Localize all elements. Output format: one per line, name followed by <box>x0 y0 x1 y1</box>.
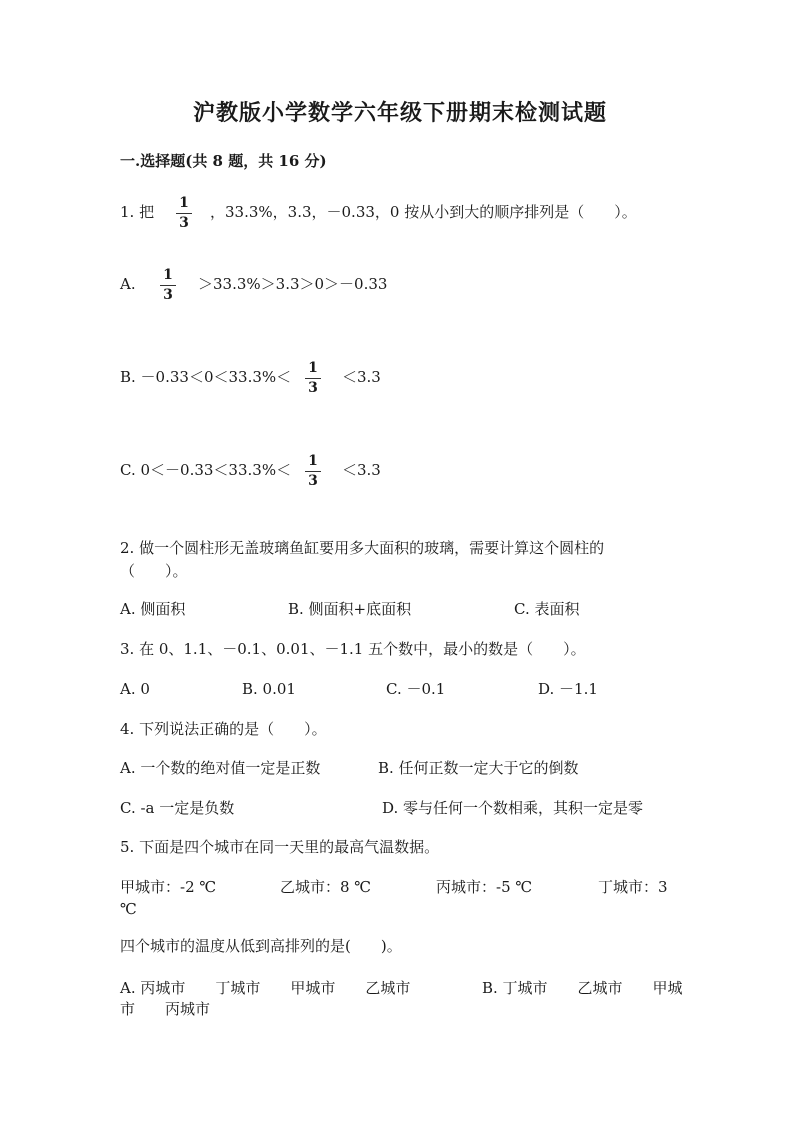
q2-option-b: B. 侧面积+底面积 <box>288 600 412 618</box>
fraction-bar <box>176 213 192 214</box>
q1-option-b-post: ＜3.3 <box>342 368 381 386</box>
fraction-denominator: 3 <box>179 215 189 231</box>
q1-option-c-pre: C. 0＜－0.33＜33.3%＜ <box>120 461 292 479</box>
q1-option-a-label: A. <box>120 275 136 293</box>
fraction-bar <box>305 378 321 379</box>
fraction-denominator: 3 <box>308 473 318 489</box>
q1-option-b-pre: B. －0.33＜0＜33.3%＜ <box>120 368 292 386</box>
q1-option-a-fraction <box>160 268 176 303</box>
fraction-numerator: 1 <box>163 267 173 283</box>
fraction-numerator: 1 <box>179 195 189 211</box>
fraction-numerator: 1 <box>308 453 318 469</box>
fraction-denominator: 3 <box>308 380 318 396</box>
q3-option-b: B. 0.01 <box>242 680 296 698</box>
q1-fraction <box>176 196 192 231</box>
q4-text: 4. 下列说法正确的是（ ）。 <box>120 720 327 738</box>
q2-option-a: A. 侧面积 <box>120 600 186 618</box>
q5-city-bing: 丙城市：-5 ℃ <box>436 878 533 896</box>
fraction-bar <box>160 285 176 286</box>
q2-text-line1: 2. 做一个圆柱形无盖玻璃鱼缸要用多大面积的玻璃，需要计算这个圆柱的 <box>120 539 605 557</box>
section-heading: 一.选择题(共 8 题，共 16 分) <box>120 152 327 170</box>
q3-option-d: D. －1.1 <box>538 680 598 698</box>
q5-city-yi: 乙城市：8 ℃ <box>280 878 372 896</box>
q5-question: 四个城市的温度从低到高排列的是( )。 <box>120 937 402 955</box>
q2-option-c: C. 表面积 <box>514 600 580 618</box>
q3-text: 3. 在 0、1.1、－0.1、0.01、－1.1 五个数中，最小的数是（ ）。 <box>120 640 586 658</box>
fraction-numerator: 1 <box>308 360 318 376</box>
q1-option-b-fraction <box>305 361 321 396</box>
page-title: 沪教版小学数学六年级下册期末检测试题 <box>192 100 607 126</box>
q4-option-b: B. 任何正数一定大于它的倒数 <box>378 759 579 777</box>
q1-option-c-post: ＜3.3 <box>342 461 381 479</box>
q5-city-ding-unit: ℃ <box>120 900 137 918</box>
q5-text: 5. 下面是四个城市在同一天里的最高气温数据。 <box>120 838 440 856</box>
q1-option-a-text: ＞33.3%＞3.3＞0＞－0.33 <box>198 275 388 293</box>
q4-option-d: D. 零与任何一个数相乘，其积一定是零 <box>382 799 644 817</box>
q5-option-b-continued: 市 丙城市 <box>120 1000 211 1018</box>
q5-option-b: B. 丁城市 乙城市 甲城 <box>482 979 683 997</box>
q5-city-ding: 丁城市：3 <box>598 878 668 896</box>
q3-option-a: A. 0 <box>120 680 150 698</box>
q1-prefix: 1. 把 <box>120 203 155 221</box>
q1-option-c-fraction <box>305 454 321 489</box>
q1-text: ，33.3%，3.3，－0.33，0 按从小到大的顺序排列是（ ）。 <box>210 203 637 221</box>
q3-option-c: C. －0.1 <box>386 680 446 698</box>
q2-text-line2: （ ）。 <box>120 562 188 580</box>
q5-city-jia: 甲城市：-2 ℃ <box>120 878 217 896</box>
q4-option-c: C. -a 一定是负数 <box>120 799 235 817</box>
fraction-bar <box>305 471 321 472</box>
q5-option-a: A. 丙城市 丁城市 甲城市 乙城市 <box>120 979 411 997</box>
fraction-denominator: 3 <box>163 287 173 303</box>
q4-option-a: A. 一个数的绝对值一定是正数 <box>120 759 321 777</box>
